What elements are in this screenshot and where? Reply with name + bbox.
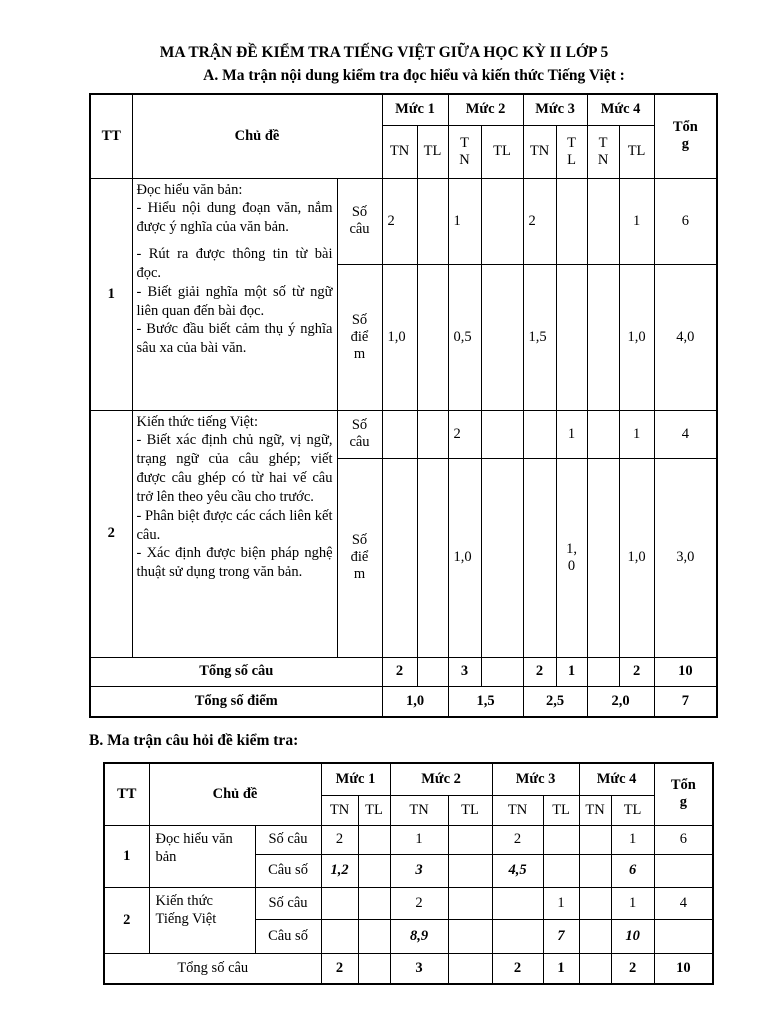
- cell: [587, 657, 619, 686]
- cell: [417, 178, 448, 264]
- socau-label: Số câu: [255, 825, 321, 854]
- cell: 1: [543, 953, 579, 984]
- cell: [417, 458, 448, 657]
- b-row2-socau: [104, 887, 713, 919]
- header-tl: TL: [481, 125, 523, 178]
- cell: [481, 657, 523, 686]
- cell: [579, 919, 611, 953]
- header-tl: TL: [611, 795, 654, 825]
- cell: [417, 410, 448, 458]
- header-topic: Chủ đề: [149, 763, 321, 825]
- cell: [587, 410, 619, 458]
- cell: 0,5: [448, 264, 481, 410]
- cell: 1: [390, 825, 448, 854]
- cell: [358, 854, 390, 887]
- socau-label: Số câu: [255, 887, 321, 919]
- total-diem-row: [90, 686, 717, 717]
- row2-socau-label: Số câu: [337, 410, 382, 458]
- section-b-heading: B. Ma trận câu hỏi đề kiểm tra:: [89, 732, 299, 749]
- b-row1-tt: 1: [104, 825, 149, 887]
- cell: 4,5: [492, 854, 543, 887]
- header-tl: TL: [448, 795, 492, 825]
- cell: [358, 825, 390, 854]
- header-tn: TN: [579, 795, 611, 825]
- cell: [481, 458, 523, 657]
- cell: [481, 410, 523, 458]
- page-title: MA TRẬN ĐỀ KIỂM TRA TIẾNG VIỆT GIỮA HỌC KỲ II LỚP 5: [159, 44, 609, 61]
- cell: 2: [390, 887, 448, 919]
- cell: [579, 953, 611, 984]
- cell: 4,0: [654, 264, 717, 410]
- cell: 1,0: [619, 264, 654, 410]
- cell: 3: [448, 657, 481, 686]
- cell: [448, 887, 492, 919]
- header-total: Tổn g: [654, 94, 717, 178]
- header-muc4: Mức 4: [579, 763, 654, 795]
- cell: 2: [382, 657, 417, 686]
- header-muc2: Mức 2: [390, 763, 492, 795]
- row1-tt: 1: [90, 178, 132, 410]
- cell: [358, 887, 390, 919]
- cell: 1: [619, 410, 654, 458]
- cell: 2: [492, 953, 543, 984]
- header-tn: TN: [390, 795, 448, 825]
- cell: 1: [611, 887, 654, 919]
- content-matrix-table: [89, 93, 718, 718]
- causo-label: Câu số: [255, 854, 321, 887]
- total-diem-label: Tổng số điểm: [90, 686, 382, 717]
- header-muc1: Mức 1: [382, 94, 448, 125]
- b-header-levels: [104, 763, 713, 795]
- header-muc2: Mức 2: [448, 94, 523, 125]
- cell: 2: [619, 657, 654, 686]
- cell: [481, 178, 523, 264]
- cell: 4: [654, 410, 717, 458]
- cell: 8,9: [390, 919, 448, 953]
- cell: [448, 854, 492, 887]
- cell: 6: [611, 854, 654, 887]
- row1-socau-label: Số câu: [337, 178, 382, 264]
- header-tt: TT: [90, 94, 132, 178]
- cell: [492, 919, 543, 953]
- row1-sodiem-label: Số điể m: [337, 264, 382, 410]
- total-cau-row: [90, 657, 717, 686]
- cell: [321, 887, 358, 919]
- question-matrix-table: [103, 762, 714, 985]
- cell: 2: [523, 657, 556, 686]
- cell: [448, 953, 492, 984]
- header-tn: T N: [587, 125, 619, 178]
- cell: 1: [448, 178, 481, 264]
- cell: 1,2: [321, 854, 358, 887]
- cell: [587, 264, 619, 410]
- cell: 2: [321, 825, 358, 854]
- row2-socau: [90, 410, 717, 458]
- header-row-levels: [90, 94, 717, 125]
- cell: [587, 458, 619, 657]
- header-tn: TN: [492, 795, 543, 825]
- cell: 10: [611, 919, 654, 953]
- header-tn: TN: [321, 795, 358, 825]
- cell: 2,5: [523, 686, 587, 717]
- cell: 4: [654, 887, 713, 919]
- header-total: Tổn g: [654, 763, 713, 825]
- cell: 1, 0: [556, 458, 587, 657]
- cell: [382, 458, 417, 657]
- cell: [492, 887, 543, 919]
- b-row2-tt: 2: [104, 887, 149, 953]
- section-a-heading: A. Ma trận nội dung kiểm tra đọc hiểu và kiến thức Tiếng Việt :: [203, 67, 625, 84]
- cell: 1,5: [448, 686, 523, 717]
- b-total-label: Tổng số câu: [104, 953, 321, 984]
- row2-topic: Kiến thức tiếng Việt: - Biết xác định chủ ngữ, vị ngữ, trạng ngữ của câu ghép; viết được câu ghép có từ hai vế câu trở lên theo yêu cầu cho trước. - Phân biệt được các cách liên kết câu. - Xác định được biện pháp nghệ thuật sử dụng trong văn bản.: [132, 410, 337, 657]
- cell: 1: [543, 887, 579, 919]
- header-tn: TN: [382, 125, 417, 178]
- cell: 6: [654, 178, 717, 264]
- cell: 6: [654, 825, 713, 854]
- header-tn: T N: [448, 125, 481, 178]
- cell: [579, 854, 611, 887]
- header-topic: Chủ đề: [132, 94, 382, 178]
- cell: 2: [321, 953, 358, 984]
- cell: 2: [523, 178, 556, 264]
- cell: [358, 919, 390, 953]
- row1-topic: Đọc hiểu văn bản: - Hiểu nội dung đoạn văn, nắm được ý nghĩa của văn bản. - Rút ra được thông tin từ bài đọc. - Biết giải nghĩa một số từ ngữ liên quan đến bài đọc. - Bước đầu biết cảm thụ ý nghĩa sâu xa của bài văn.: [132, 178, 337, 410]
- cell: 3: [390, 953, 448, 984]
- cell: 1: [611, 825, 654, 854]
- row2-tt: 2: [90, 410, 132, 657]
- cell: [654, 854, 713, 887]
- cell: [556, 264, 587, 410]
- cell: [523, 410, 556, 458]
- cell: 1,0: [619, 458, 654, 657]
- cell: [579, 825, 611, 854]
- cell: 1: [556, 657, 587, 686]
- header-muc1: Mức 1: [321, 763, 390, 795]
- header-tn: TN: [523, 125, 556, 178]
- cell: [321, 919, 358, 953]
- cell: [358, 953, 390, 984]
- cell: [382, 410, 417, 458]
- cell: 1,0: [448, 458, 481, 657]
- cell: 2: [448, 410, 481, 458]
- header-muc4: Mức 4: [587, 94, 654, 125]
- cell: [543, 825, 579, 854]
- cell: [417, 264, 448, 410]
- cell: [523, 458, 556, 657]
- cell: 1,0: [382, 686, 448, 717]
- cell: 7: [543, 919, 579, 953]
- header-tl: TL: [543, 795, 579, 825]
- cell: 2: [492, 825, 543, 854]
- header-tt: TT: [104, 763, 149, 825]
- header-tl: TL: [358, 795, 390, 825]
- b-total-row: [104, 953, 713, 984]
- header-tl: T L: [556, 125, 587, 178]
- b-row1-socau: [104, 825, 713, 854]
- b-row2-topic: Kiến thức Tiếng Việt: [149, 887, 255, 953]
- cell: [587, 178, 619, 264]
- header-tl: TL: [619, 125, 654, 178]
- cell: 10: [654, 657, 717, 686]
- cell: 1,5: [523, 264, 556, 410]
- header-muc3: Mức 3: [523, 94, 587, 125]
- cell: [579, 887, 611, 919]
- cell: [543, 854, 579, 887]
- cell: 1,0: [382, 264, 417, 410]
- cell: 7: [654, 686, 717, 717]
- cell: [448, 919, 492, 953]
- causo-label: Câu số: [255, 919, 321, 953]
- b-row1-topic: Đọc hiểu văn bản: [149, 825, 255, 887]
- header-muc3: Mức 3: [492, 763, 579, 795]
- cell: 2: [382, 178, 417, 264]
- cell: [417, 657, 448, 686]
- total-cau-label: Tổng số câu: [90, 657, 382, 686]
- cell: [556, 178, 587, 264]
- cell: [654, 919, 713, 953]
- cell: 1: [556, 410, 587, 458]
- cell: 3,0: [654, 458, 717, 657]
- cell: [448, 825, 492, 854]
- cell: 3: [390, 854, 448, 887]
- cell: 10: [654, 953, 713, 984]
- cell: 1: [619, 178, 654, 264]
- cell: 2,0: [587, 686, 654, 717]
- cell: 2: [611, 953, 654, 984]
- row1-socau: [90, 178, 717, 264]
- cell: [481, 264, 523, 410]
- header-tl: TL: [417, 125, 448, 178]
- row2-sodiem-label: Số điể m: [337, 458, 382, 657]
